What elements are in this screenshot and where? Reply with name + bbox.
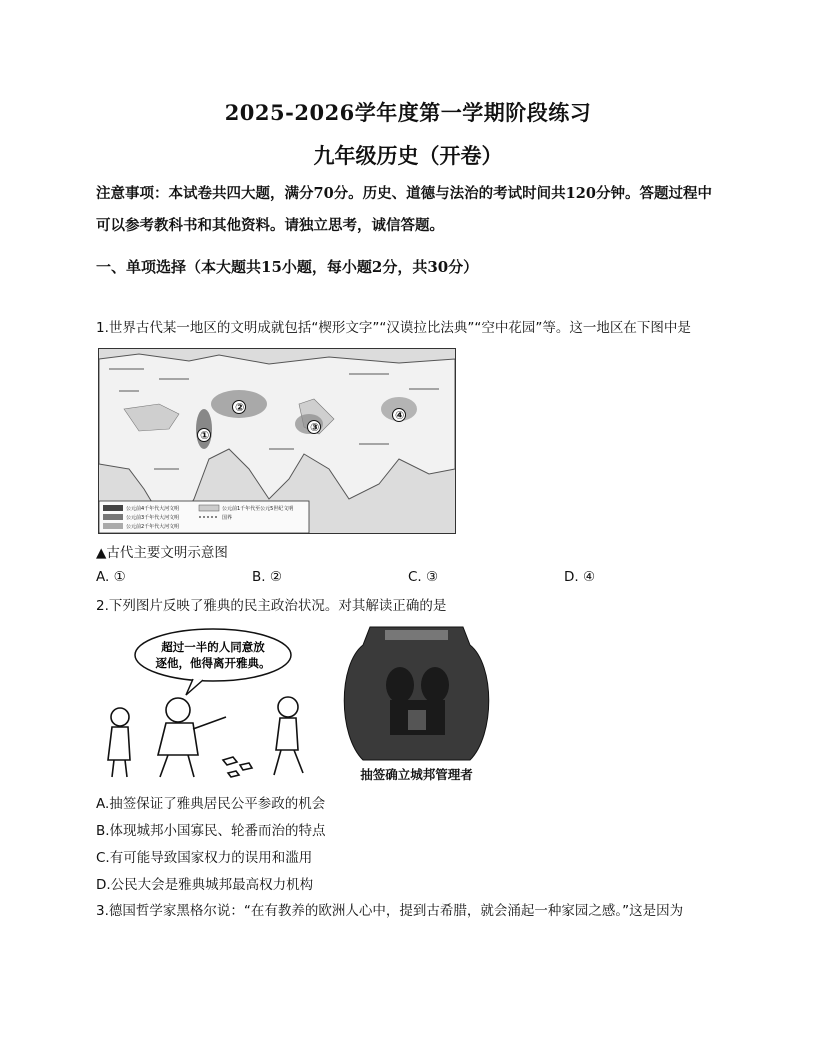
ancient-civilizations-map bbox=[98, 348, 456, 534]
page-subtitle: 九年级历史（开卷） bbox=[313, 143, 503, 168]
map-graphic bbox=[99, 349, 455, 533]
speech-line-2: 逐他，他得离开雅典。 bbox=[155, 656, 271, 670]
legend-item-3: 公元前2千年代大河文明 bbox=[126, 524, 180, 530]
legend-item-5: 国界 bbox=[222, 515, 233, 521]
map-marker-2: ② bbox=[235, 401, 245, 414]
question-1-stem: 1.世界古代某一地区的文明成就包括“楔形文字”“汉谟拉比法典”“空中花园”等。这一地区在下图中是 bbox=[96, 320, 691, 336]
ostracism-cartoon bbox=[98, 625, 318, 785]
legend-item-2: 公元前3千年代大河文明 bbox=[126, 515, 180, 521]
speech-line-1: 超过一半的人同意放 bbox=[161, 640, 265, 654]
legend-item-4: 公元前1千年代至公元5世纪文明 bbox=[222, 506, 294, 512]
q1-option-a[interactable]: A. ① bbox=[96, 569, 126, 585]
q2-option-a[interactable]: A.抽签保证了雅典居民公平参政的机会 bbox=[96, 796, 326, 812]
map-marker-4: ④ bbox=[395, 409, 405, 422]
q2-option-b[interactable]: B.体现城邦小国寡民、轮番而治的特点 bbox=[96, 823, 326, 839]
greek-vase-image bbox=[330, 625, 503, 785]
question-3-stem: 3.德国哲学家黑格尔说：“在有教养的欧洲人心中，提到古希腊，就会涌起一种家园之感。”这是因为 bbox=[96, 903, 684, 919]
map-caption: ▲古代主要文明示意图 bbox=[96, 545, 228, 561]
q1-option-d[interactable]: D. ④ bbox=[564, 569, 596, 585]
map-marker-1: ① bbox=[200, 429, 210, 442]
section-heading: 一、单项选择（本大题共15小题，每小题2分，共30分） bbox=[96, 258, 479, 276]
exam-notice: 注意事项：本试卷共四大题，满分70分。历史、道德与法治的考试时间共120分钟。答题过程中可以参考教科书和其他资料。请独立思考，诚信答题。 bbox=[96, 185, 712, 234]
question-2-stem: 2.下列图片反映了雅典的民主政治状况。对其解读正确的是 bbox=[96, 598, 447, 614]
q1-option-c[interactable]: C. ③ bbox=[408, 569, 439, 585]
cartoon-figures bbox=[108, 697, 303, 777]
vase-caption: 抽签确立城邦管理者 bbox=[360, 767, 473, 782]
q1-option-b[interactable]: B. ② bbox=[252, 569, 282, 585]
page-title: 2025-2026学年度第一学期阶段练习 bbox=[224, 100, 592, 125]
q2-option-c[interactable]: C.有可能导致国家权力的误用和滥用 bbox=[96, 850, 313, 866]
q2-option-d[interactable]: D.公民大会是雅典城邦最高权力机构 bbox=[96, 877, 314, 893]
legend-item-1: 公元前4千年代大河文明 bbox=[126, 506, 180, 512]
map-marker-3: ③ bbox=[310, 421, 320, 434]
